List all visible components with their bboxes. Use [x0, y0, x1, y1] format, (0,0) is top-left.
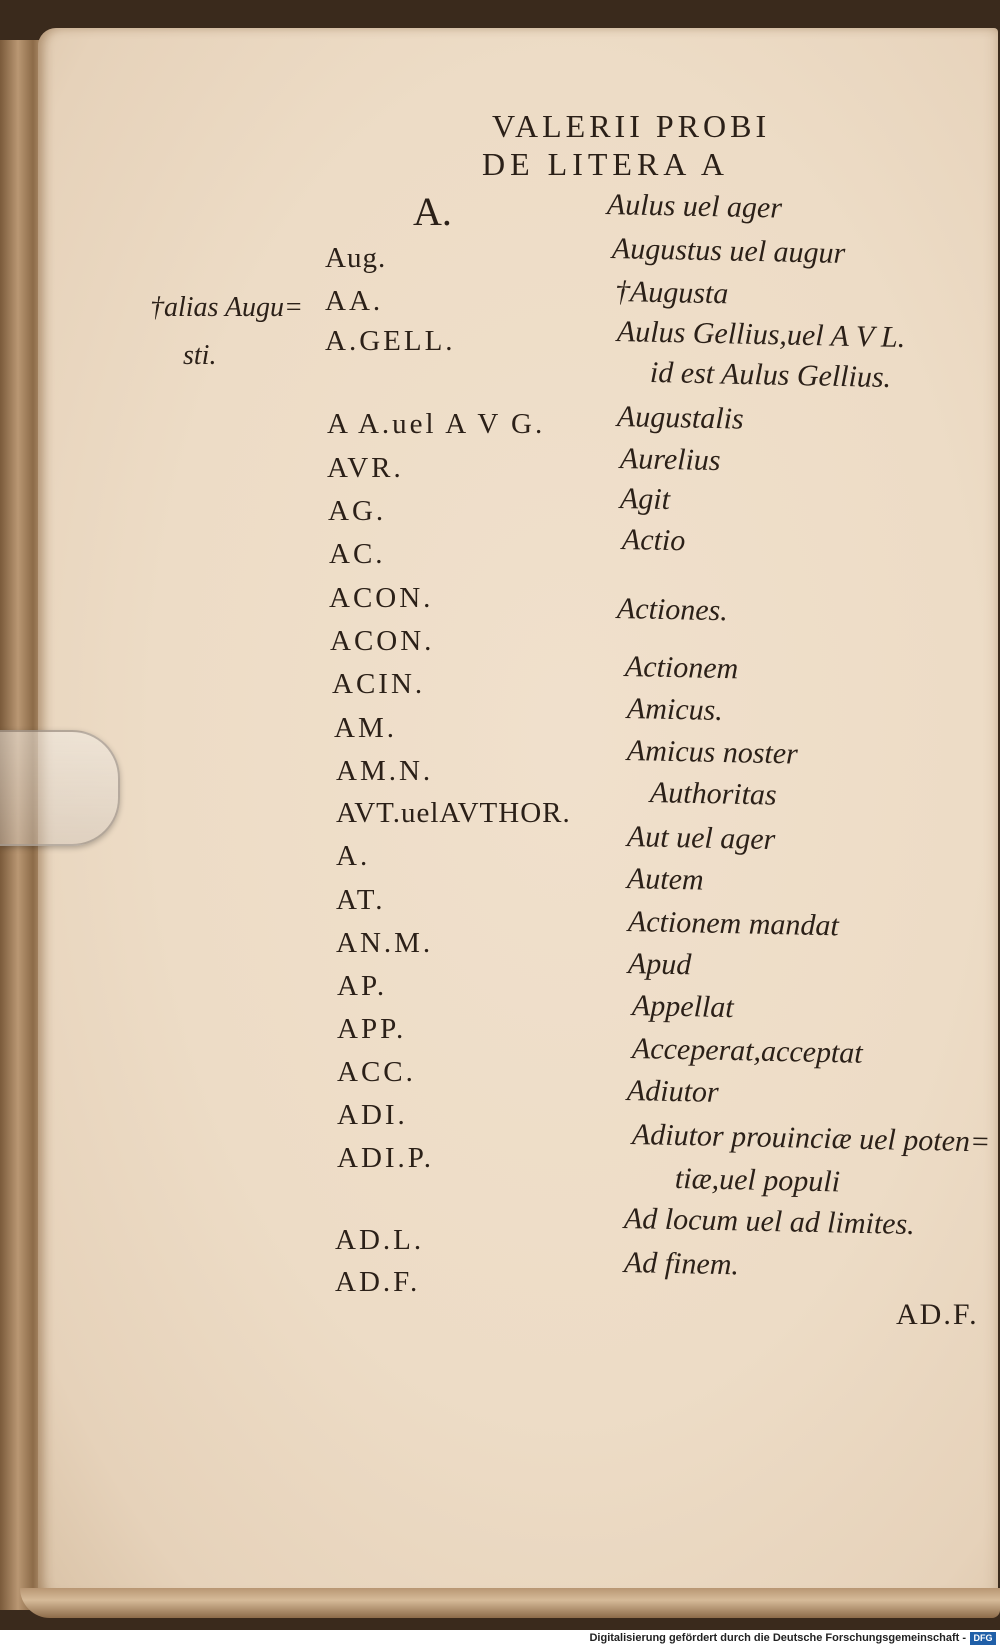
expansion-12: Amicus. — [626, 692, 724, 728]
abbreviation-3: A.GELL. — [325, 325, 456, 357]
expansion-22: Adiutor prouinciæ uel poten= — [631, 1118, 991, 1159]
abbreviation-7: AG. — [328, 495, 387, 527]
abbreviation-19: APP. — [337, 1013, 407, 1045]
abbreviation-11: ACIN. — [332, 668, 426, 700]
expansion-20: Acceperat,acceptat — [631, 1032, 864, 1070]
abbreviation-8: AC. — [329, 538, 386, 570]
expansion-17: Actionem mandat — [627, 905, 840, 943]
expansion-0: Aulus uel ager — [606, 188, 783, 225]
dfg-logo: DFG — [970, 1632, 996, 1645]
abbreviation-16: AT. — [336, 884, 386, 916]
section-letter: A. — [413, 189, 452, 234]
expansion-15: Aut uel ager — [626, 820, 776, 857]
page-clip — [0, 730, 120, 846]
abbreviation-13: AM.N. — [336, 755, 434, 787]
expansion-10: Actiones. — [616, 592, 729, 628]
expansion-5: Augustalis — [616, 400, 745, 436]
heading-line-1: VALERII PROBI — [492, 108, 771, 144]
abbreviation-5: A A.uel A V G. — [327, 408, 546, 440]
catchword: AD.F. — [896, 1298, 979, 1331]
expansion-8: Actio — [621, 523, 686, 558]
page-bottom-edge — [20, 1588, 1000, 1618]
abbreviation-14: AVT.uelAVTHOR. — [336, 797, 571, 829]
expansion-11: Actionem — [624, 650, 739, 686]
footer-credit: Digitalisierung gefördert durch die Deutsche Forschungsgemeinschaft - — [589, 1632, 966, 1644]
abbreviation-18: AP. — [337, 970, 388, 1002]
abbreviation-25: AD.F. — [335, 1266, 421, 1298]
expansion-21: Adiutor — [626, 1074, 720, 1109]
margin-note-line-1: †alias Augu= — [150, 292, 303, 323]
abbreviation-10: ACON. — [330, 625, 435, 657]
abbreviation-17: AN.M. — [336, 927, 434, 959]
expansion-16: Autem — [626, 862, 704, 897]
abbreviation-20: ACC. — [337, 1056, 416, 1088]
expansion-6: Aurelius — [619, 442, 721, 478]
abbreviation-2: AA. — [325, 285, 384, 317]
abbreviation-12: AM. — [334, 712, 397, 744]
margin-note-line-2: sti. — [183, 340, 217, 371]
expansion-24: Ad locum uel ad limites. — [623, 1202, 916, 1242]
expansion-2: †Augusta — [614, 275, 729, 311]
expansion-18: Apud — [627, 947, 692, 982]
expansion-19: Appellat — [631, 989, 734, 1025]
abbreviation-9: ACON. — [329, 582, 434, 614]
expansion-14: Authoritas — [649, 776, 778, 812]
expansion-3: Aulus Gellius,uel A V L. — [616, 315, 906, 355]
heading-line-2: DE LITERA A — [482, 146, 729, 182]
expansion-7: Agit — [619, 482, 671, 517]
abbreviation-24: AD.L. — [335, 1224, 425, 1256]
expansion-25: Ad finem. — [623, 1246, 740, 1282]
expansion-13: Amicus noster — [626, 734, 799, 771]
expansion-1: Augustus uel augur — [611, 232, 846, 270]
abbreviation-21: ADI. — [337, 1099, 408, 1131]
abbreviation-15: A. — [336, 840, 371, 872]
expansion-3b: id est Aulus Gellius. — [649, 356, 892, 395]
abbreviation-1: Aug. — [325, 242, 387, 274]
abbreviation-6: AVR. — [327, 452, 404, 484]
expansion-22b: tiæ,uel populi — [674, 1162, 841, 1199]
abbreviation-22: ADI.P. — [337, 1142, 434, 1174]
